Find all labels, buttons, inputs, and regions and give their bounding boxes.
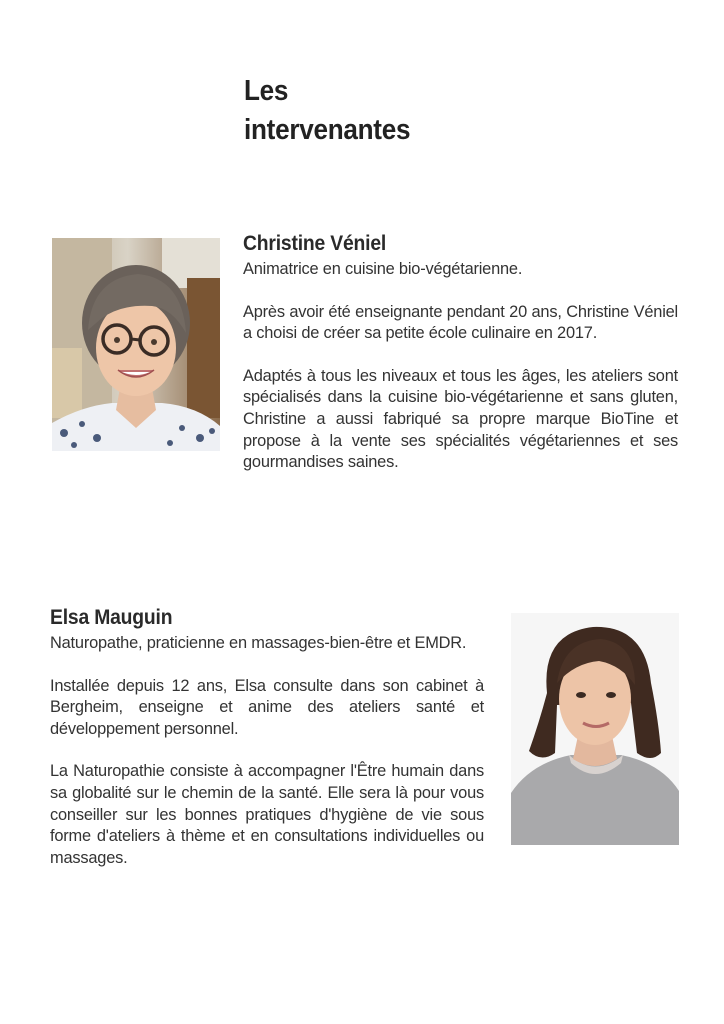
person-role: Animatrice en cuisine bio-végétarienne.	[243, 260, 523, 278]
person-elsa	[50, 605, 484, 869]
person-christine	[243, 231, 678, 474]
person-paragraph: Adaptés à tous les niveaux et tous les âges, les ateliers sont spécialisés dans la cuisine bio-végétarienne et sans gluten, Christine a aussi fabriqué sa propre marque BioTine et propose à la vente ses spécialités végétariennes et ses gourmandises saines.	[243, 366, 678, 472]
page-title-line-2: intervenantes	[244, 114, 411, 146]
person-name: Elsa Mauguin	[50, 606, 173, 629]
person-paragraph: La Naturopathie consiste à accompagner l'Être humain dans sa globalité sur le chemin de la santé. Elle sera là pour vous conseiller sur les bonnes pratiques d'hygiène de vie sous forme d'ateliers à thème et en consultations individuelles ou massages.	[50, 762, 484, 867]
page-title-line-1: Les	[244, 75, 289, 107]
person-paragraph: Après avoir été enseignante pendant 20 ans, Christine Véniel a choisi de créer sa petite école culinaire en 2017.	[243, 302, 678, 343]
person-paragraph: Installée depuis 12 ans, Elsa consulte dans son cabinet à Bergheim, enseigne et anime des ateliers santé et développement personnel.	[50, 676, 484, 738]
christine-portrait-photo	[52, 238, 220, 451]
elsa-portrait-photo	[511, 613, 679, 845]
person-role: Naturopathe, praticienne en massages-bien-être et EMDR.	[50, 634, 467, 652]
page-title	[244, 72, 514, 150]
person-name: Christine Véniel	[243, 232, 387, 255]
